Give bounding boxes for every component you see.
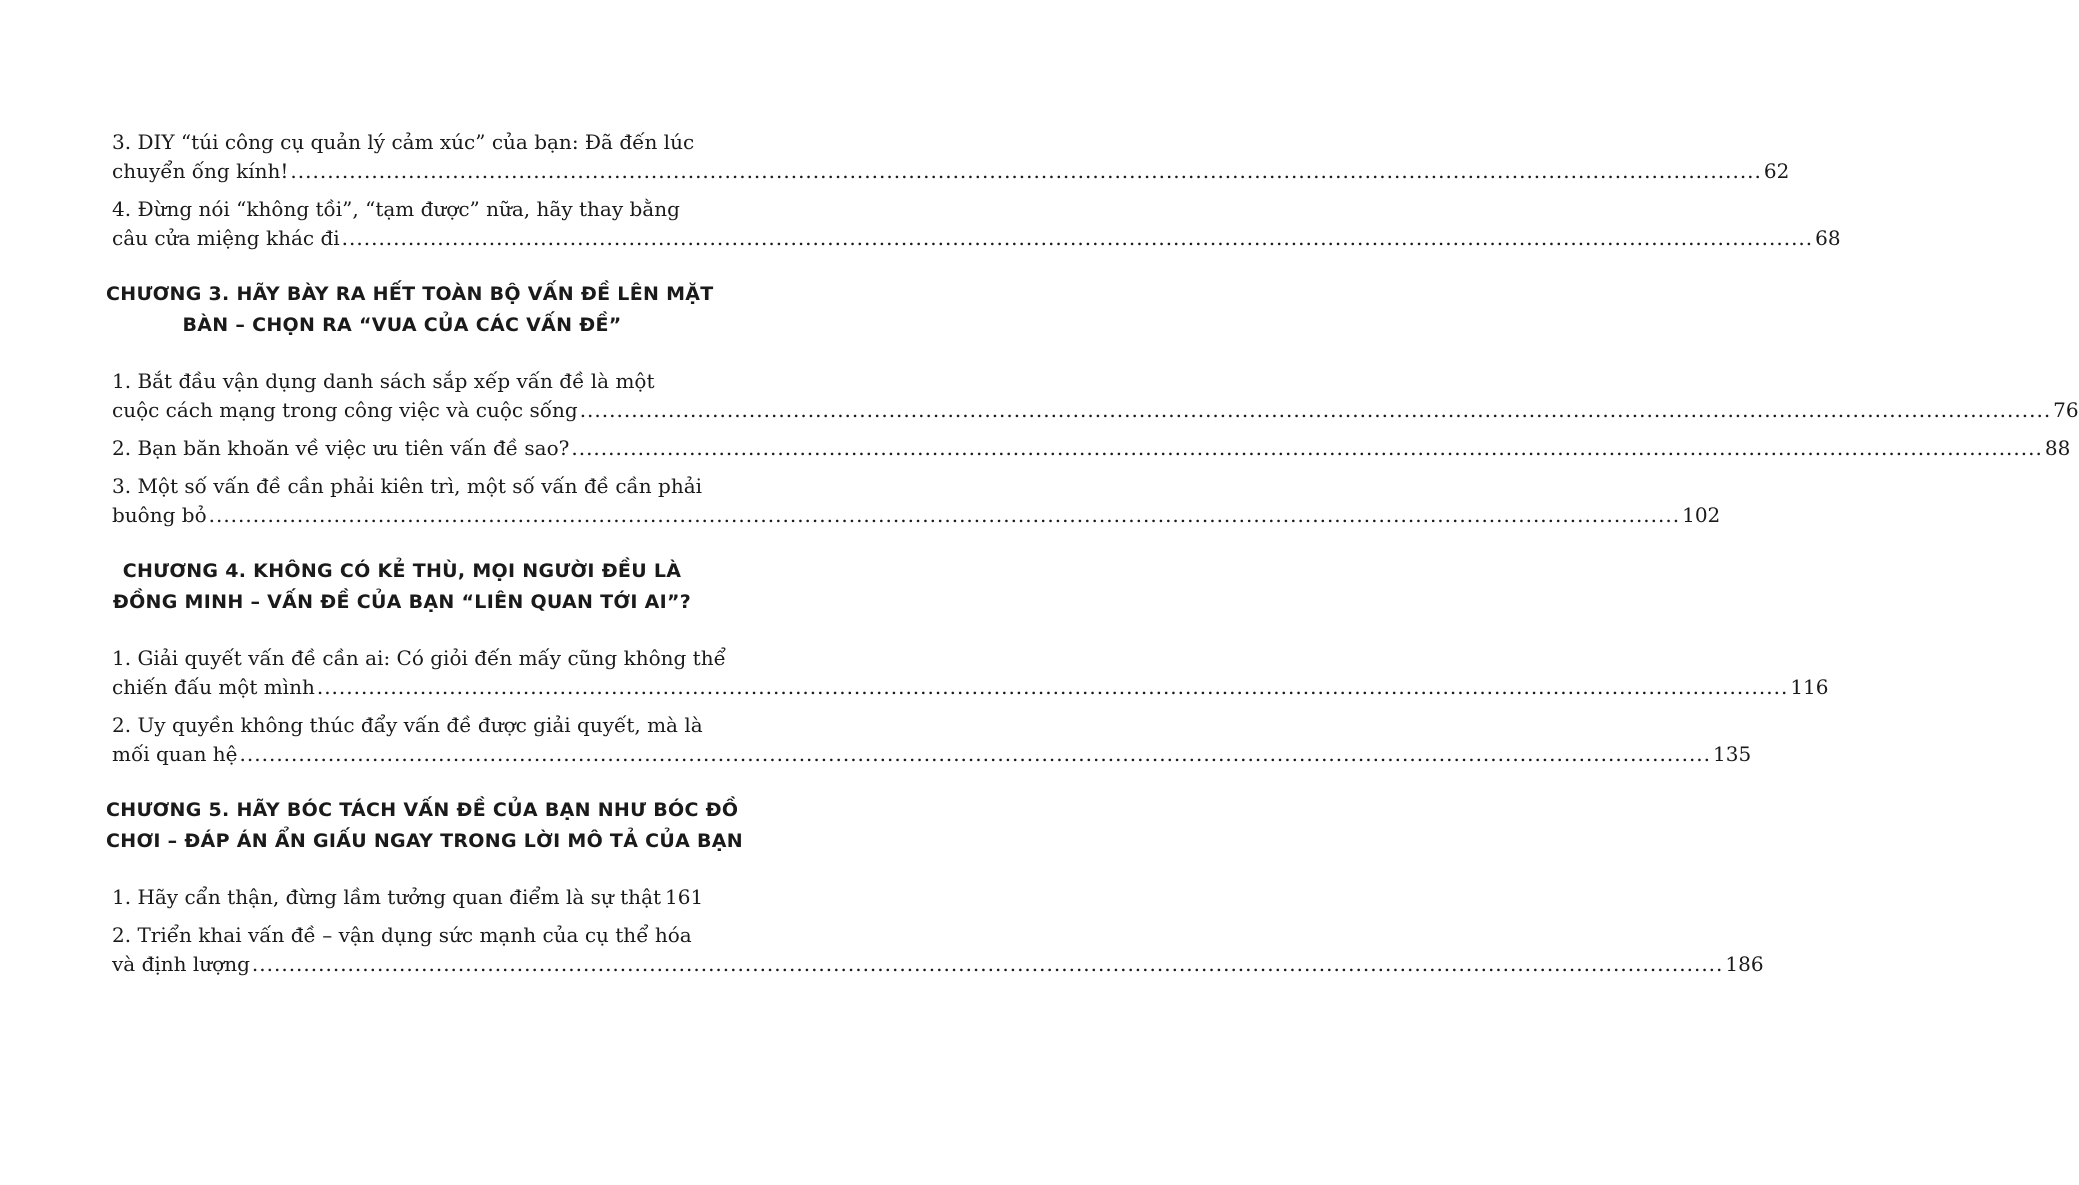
toc-entry-text: 2. Triển khai vấn đề – vận dụng sức mạnh của cụ thể hóa [112, 923, 692, 947]
toc-entry[interactable] [112, 883, 704, 912]
chapter-title-line: CHƠI – ĐÁP ÁN ẨN GIẤU NGAY TRONG LỜI MÔ TẢ CỦA BẠN [106, 830, 743, 852]
page-number: 135 [1713, 742, 1752, 766]
dot-leader: ........................................................................................................................................................................................................ [239, 742, 1712, 766]
toc-entry-text: chiến đấu một mình [112, 675, 315, 699]
page-number: 88 [2044, 436, 2071, 460]
toc-entry-text: buông bỏ [112, 503, 207, 527]
toc-entry[interactable] [112, 367, 2079, 425]
chapter-title-line: CHƯƠNG 4. KHÔNG CÓ KẺ THÙ, MỌI NGƯỜI ĐỀU LÀ [122, 560, 682, 582]
toc-entry-leader-line [112, 157, 1790, 186]
toc-entry[interactable] [112, 128, 1790, 186]
dot-leader: ........................................................................................................................................................................................................ [316, 675, 1789, 699]
toc-entry-text: 1. Bắt đầu vận dụng danh sách sắp xếp vấn đề là một [112, 369, 655, 393]
chapter-heading-4 [106, 556, 698, 618]
page-number: 116 [1790, 675, 1829, 699]
toc-entry-leader-line [112, 434, 2071, 463]
toc-entry-leader-line [112, 740, 1752, 769]
toc-entry-text: 4. Đừng nói “không tồi”, “tạm được” nữa, hãy thay bằng [112, 197, 680, 221]
chapter-title-line: CHƯƠNG 3. HÃY BÀY RA HẾT TOÀN BỘ VẤN ĐỀ LÊN MẶT [106, 283, 714, 305]
page-number: 62 [1763, 159, 1790, 183]
toc-entry-text: 1. Hãy cẩn thận, đừng lầm tưởng quan điểm là sự thật [112, 885, 662, 909]
toc-entry[interactable] [112, 921, 1764, 979]
toc-entry-leader-line [112, 673, 1829, 702]
toc-entry[interactable] [112, 644, 1829, 702]
page-number: 68 [1815, 226, 1841, 250]
toc-entry-text: 3. Một số vấn đề cần phải kiên trì, một số vấn đề cần phải [112, 474, 703, 498]
toc-entry-text: chuyển ống kính! [112, 159, 289, 183]
toc-entry[interactable] [112, 195, 1841, 253]
toc-entry-text: và định lượng [112, 952, 250, 976]
toc-entry[interactable] [112, 434, 2071, 463]
chapter-title-line: CHƯƠNG 5. HÃY BÓC TÁCH VẤN ĐỀ CỦA BẠN NHƯ BÓC ĐỒ [106, 799, 739, 821]
toc-entry-leader-line [112, 501, 1721, 530]
toc-entry-text: cuộc cách mạng trong công việc và cuộc sống [112, 398, 578, 422]
table-of-contents [106, 128, 2079, 988]
page-number: 186 [1725, 952, 1764, 976]
dot-leader: ........................................................................................................................................................................................................ [208, 503, 1681, 527]
toc-entry-leader-line [112, 950, 1764, 979]
chapter-title-line: ĐỒNG MINH – VẤN ĐỀ CỦA BẠN “LIÊN QUAN TỚI AI”? [112, 591, 692, 613]
toc-entry[interactable] [112, 472, 1721, 530]
toc-entry[interactable] [112, 711, 1752, 769]
toc-entry-text: câu cửa miệng khác đi [112, 226, 340, 250]
page-number: 102 [1682, 503, 1721, 527]
toc-entry-text: mối quan hệ [112, 742, 238, 766]
toc-entry-text: 2. Bạn băn khoăn về việc ưu tiên vấn đề sao? [112, 436, 570, 460]
toc-entry-text: 1. Giải quyết vấn đề cần ai: Có giỏi đến mấy cũng không thể [112, 646, 726, 670]
toc-entry-leader-line [112, 883, 704, 912]
dot-leader: ........................................................................................................................................................................................................ [571, 436, 2043, 460]
page-number: 161 [665, 885, 704, 909]
dot-leader: ........................................................................................................................................................................................................ [251, 952, 1724, 976]
toc-entry-leader-line [112, 396, 2079, 425]
toc-entry-text: 2. Uy quyền không thúc đẩy vấn đề được giải quyết, mà là [112, 713, 703, 737]
toc-entry-text: 3. DIY “túi công cụ quản lý cảm xúc” của bạn: Đã đến lúc [112, 130, 695, 154]
dot-leader: ........................................................................................................................................................................................................ [290, 159, 1762, 183]
chapter-title-line: BÀN – CHỌN RA “VUA CỦA CÁC VẤN ĐỀ” [182, 314, 622, 336]
dot-leader: ........................................................................................................................................................................................................ [579, 398, 2052, 422]
toc-entry-leader-line [112, 224, 1841, 253]
chapter-heading-3 [106, 279, 714, 341]
chapter-heading-5 [106, 795, 743, 857]
dot-leader: ........................................................................................................................................................................................................ [341, 226, 1814, 250]
page-number: 76 [2053, 398, 2079, 422]
